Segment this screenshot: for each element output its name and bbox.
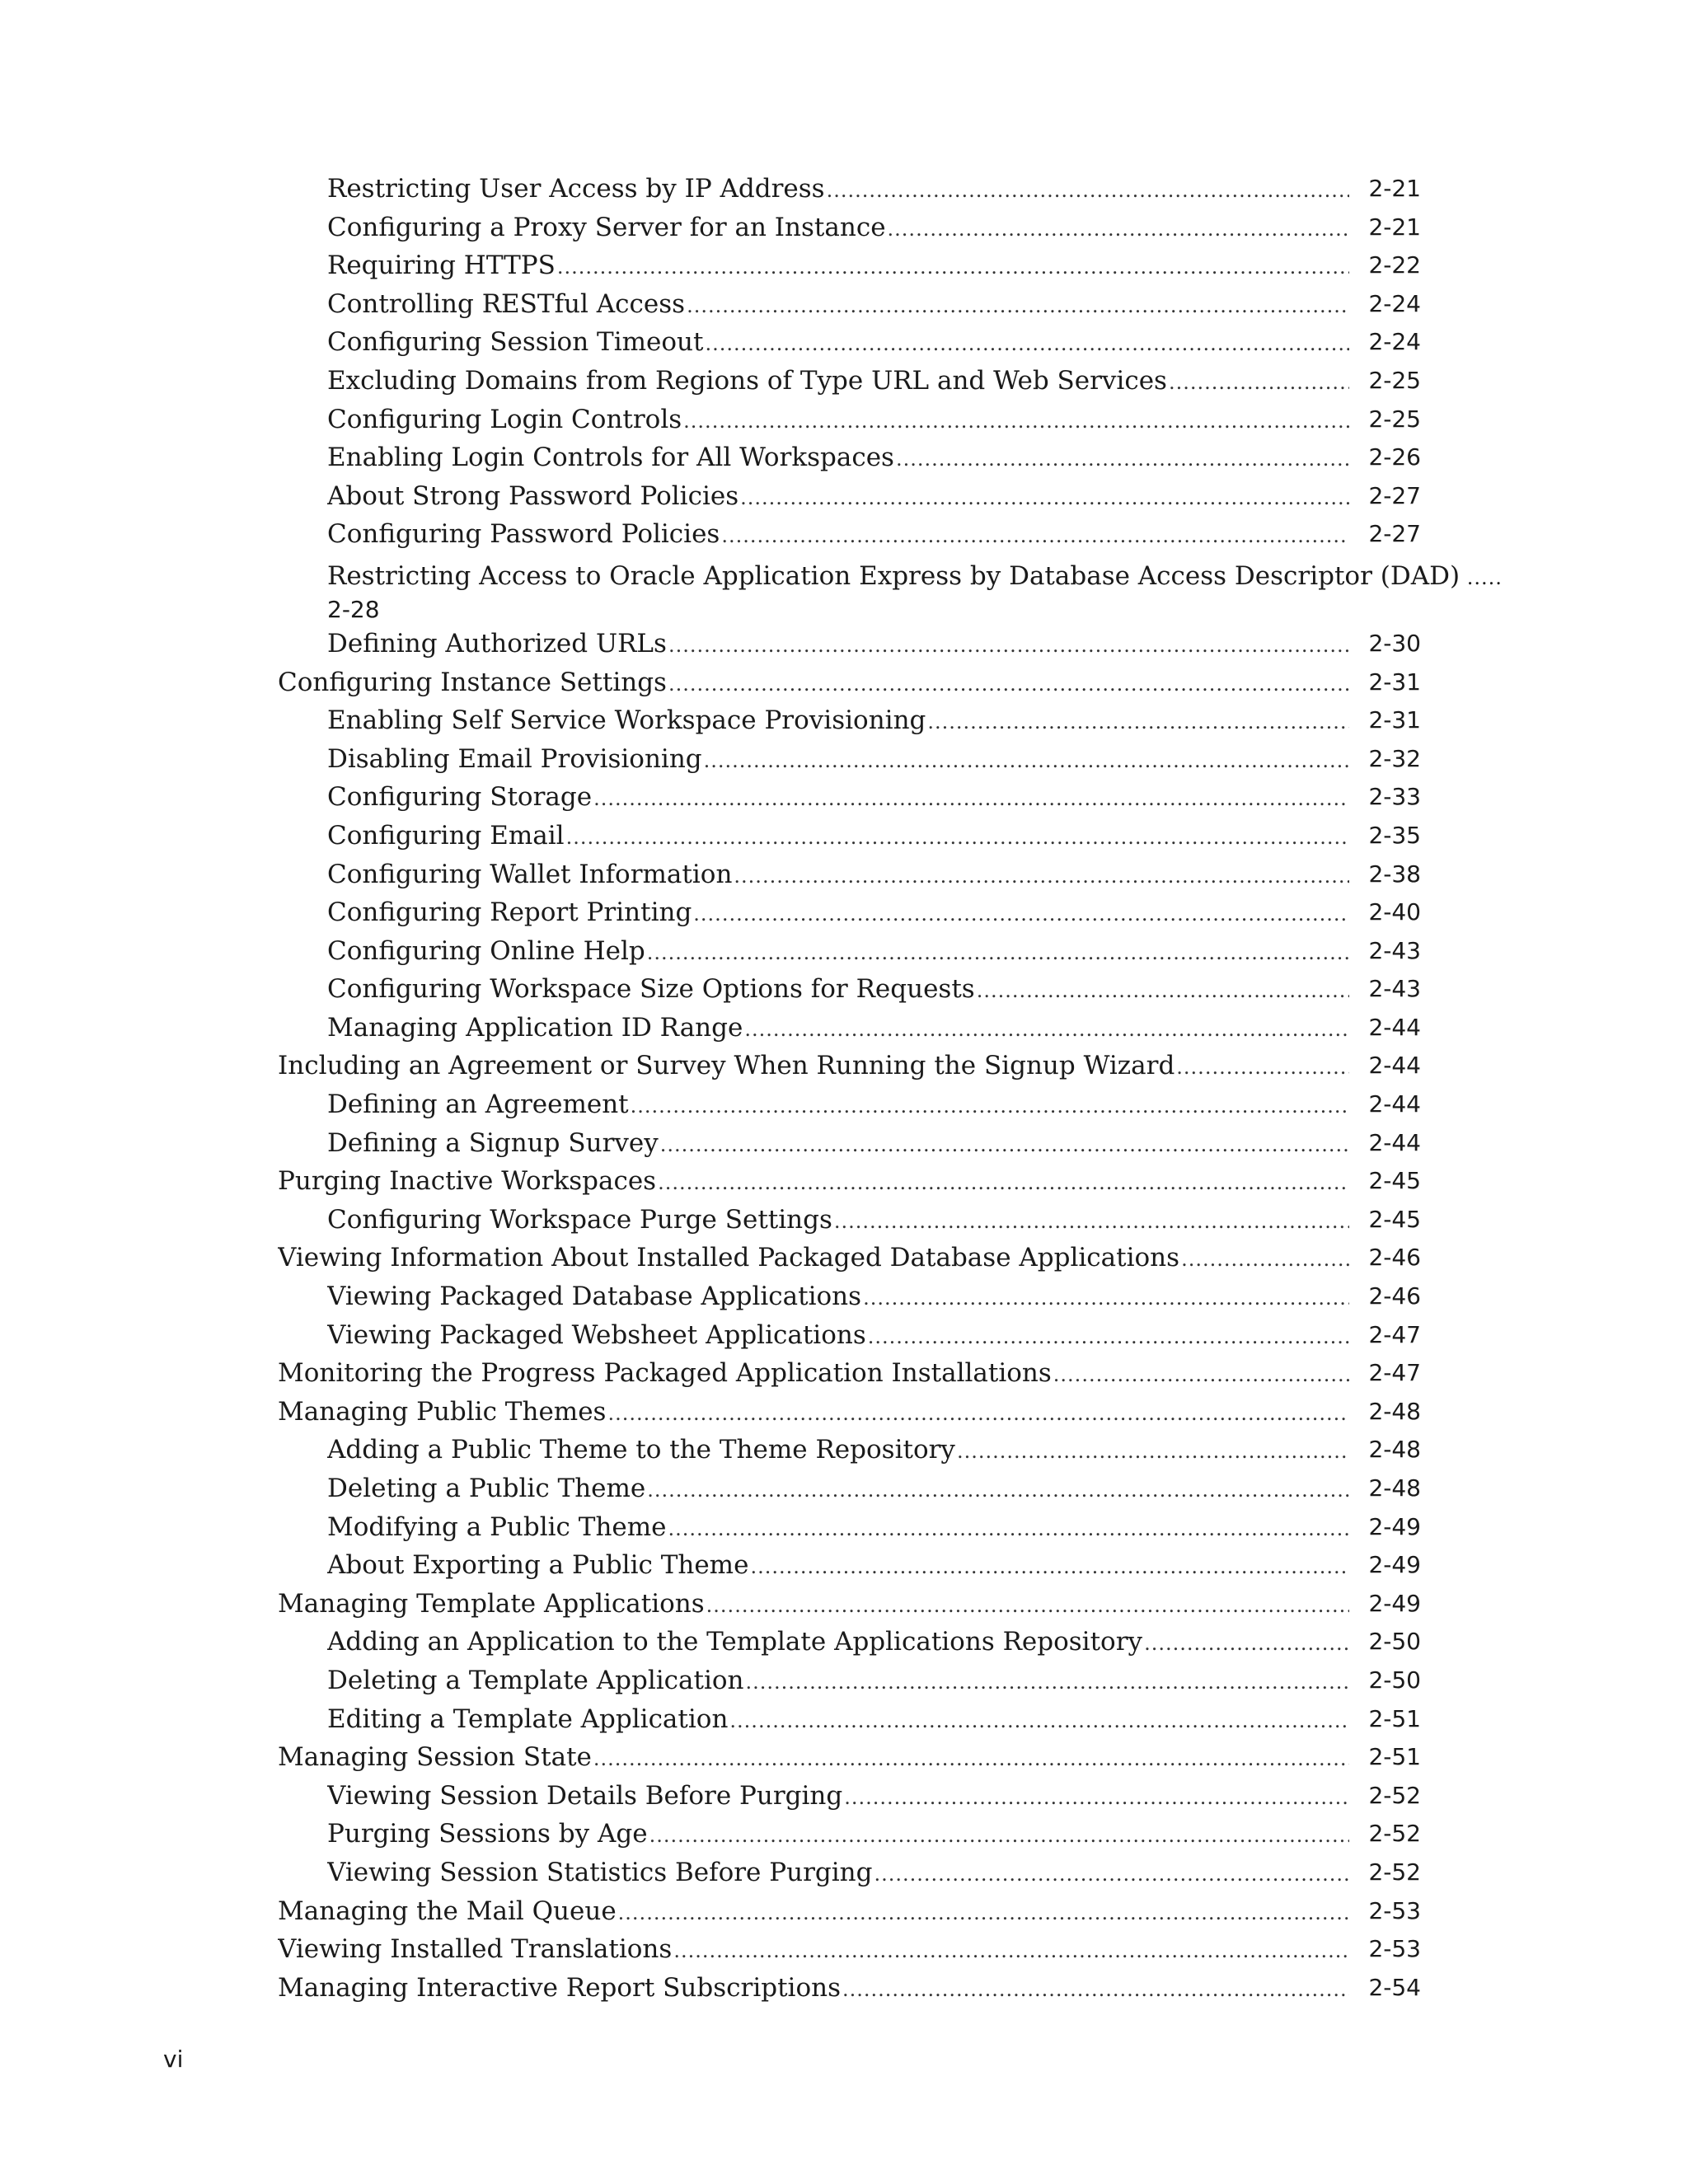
toc-entry-title: Managing Session State <box>278 1742 592 1773</box>
toc-entry-title: Configuring Password Policies <box>327 519 720 550</box>
toc-entry[interactable] <box>278 1316 1421 1355</box>
dot-leader <box>693 895 1349 933</box>
toc-entry-title: Configuring Online Help <box>327 935 645 966</box>
toc-entry-page: 2-47 <box>1368 1320 1421 1348</box>
dot-leader <box>844 1779 1349 1816</box>
toc-entry-page: 2-44 <box>1368 1052 1421 1080</box>
toc-entry[interactable] <box>278 970 1421 1009</box>
toc-entry[interactable] <box>278 1431 1421 1469</box>
toc-entry-page: 2-25 <box>1368 405 1421 433</box>
dot-leader <box>740 479 1349 517</box>
dot-leader <box>977 972 1349 1010</box>
toc-entry[interactable] <box>278 1239 1421 1277</box>
toc-entry[interactable] <box>278 1277 1421 1316</box>
dot-leader <box>729 1702 1349 1740</box>
toc-entry-page: 2-43 <box>1368 975 1421 1003</box>
dot-leader <box>842 1971 1349 2008</box>
toc-entry-page: 2-24 <box>1368 289 1421 317</box>
toc-entry-title: Configuring Email <box>327 820 565 851</box>
dot-leader <box>706 1586 1349 1624</box>
dot-leader <box>957 1432 1349 1470</box>
toc-entry-title: Including an Agreement or Survey When Running the Signup Wizard <box>278 1051 1175 1081</box>
dot-leader <box>734 857 1349 895</box>
table-of-contents <box>278 170 1503 2007</box>
toc-entry-title: Viewing Session Statistics Before Purging <box>327 1857 873 1887</box>
toc-entry-page: 2-52 <box>1368 1781 1421 1809</box>
toc-entry-page: 2-21 <box>1368 213 1421 241</box>
toc-entry-title: Managing the Mail Queue <box>278 1896 617 1926</box>
toc-entry-title: Enabling Self Service Workspace Provisioning <box>327 705 926 736</box>
toc-entry-title: Adding an Application to the Template Applications Repository <box>327 1627 1143 1657</box>
toc-entry-title: Configuring a Proxy Server for an Instance <box>327 212 886 242</box>
toc-entry[interactable] <box>278 1700 1421 1739</box>
toc-entry-page: 2-22 <box>1368 251 1421 279</box>
dot-leader <box>557 248 1349 286</box>
dot-leader <box>863 1279 1349 1317</box>
toc-entry-page: 2-31 <box>1368 706 1421 734</box>
toc-entry-page: 2-51 <box>1368 1743 1421 1771</box>
page-number: vi <box>163 2046 184 2073</box>
dot-leader <box>593 780 1349 818</box>
toc-entry[interactable] <box>278 1124 1421 1163</box>
toc-entry[interactable] <box>278 1661 1421 1700</box>
dot-leader <box>888 210 1349 248</box>
toc-entry-page: 2-31 <box>1368 668 1421 696</box>
toc-entry-page: 2-28 <box>327 595 380 623</box>
dot-leader <box>1176 1048 1349 1086</box>
toc-entry-page: 2-49 <box>1368 1589 1421 1617</box>
dot-leader <box>607 1394 1349 1432</box>
dot-leader <box>750 1548 1349 1586</box>
toc-entry-page: 2-45 <box>1368 1205 1421 1233</box>
toc-entry[interactable] <box>278 209 1421 247</box>
dot-leader <box>896 440 1349 478</box>
dot-leader <box>618 1894 1349 1932</box>
toc-entry[interactable] <box>278 1469 1421 1508</box>
dot-leader <box>868 1318 1349 1356</box>
toc-entry[interactable] <box>278 1047 1421 1085</box>
toc-entry[interactable] <box>278 170 1421 209</box>
dot-leader <box>673 1932 1349 1970</box>
toc-entry-page: 2-33 <box>1368 783 1421 811</box>
toc-entry-page: 2-30 <box>1368 629 1421 657</box>
dot-leader <box>631 1087 1349 1125</box>
toc-entry-page: 2-46 <box>1368 1244 1421 1272</box>
toc-entry[interactable] <box>278 855 1421 894</box>
dot-leader <box>668 665 1349 703</box>
toc-entry-title: Managing Interactive Report Subscriptions <box>278 1972 841 2003</box>
dot-leader: ..... <box>1460 565 1503 589</box>
toc-entry-title: Defining a Signup Survey <box>327 1127 659 1158</box>
toc-entry-title: Controlling RESTful Access <box>327 288 686 319</box>
dot-leader <box>687 287 1349 325</box>
toc-entry-page: 2-54 <box>1368 1973 1421 2001</box>
dot-leader <box>827 171 1349 209</box>
toc-entry-page: 2-44 <box>1368 1090 1421 1118</box>
dot-leader <box>927 703 1349 741</box>
toc-entry-page: 2-27 <box>1368 520 1421 548</box>
toc-entry[interactable] <box>278 1009 1421 1047</box>
toc-entry-page: 2-24 <box>1368 328 1421 356</box>
toc-entry-page: 2-52 <box>1368 1858 1421 1886</box>
toc-entry-page: 2-52 <box>1368 1820 1421 1848</box>
toc-entry-page: 2-47 <box>1368 1359 1421 1387</box>
dot-leader <box>746 1663 1350 1701</box>
toc-entry-title: Configuring Storage <box>327 782 593 813</box>
dot-leader <box>874 1855 1349 1893</box>
toc-entry[interactable] <box>278 1854 1421 1892</box>
toc-entry[interactable] <box>278 1738 1421 1777</box>
dot-leader <box>660 1126 1349 1164</box>
dot-leader <box>683 402 1349 440</box>
toc-entry-page: 2-21 <box>1368 175 1421 202</box>
toc-entry-title: Purging Sessions by Age <box>327 1819 648 1849</box>
toc-entry-title: Enabling Login Controls for All Workspaces <box>327 443 894 473</box>
toc-entry-page: 2-45 <box>1368 1167 1421 1195</box>
toc-entry-title: About Exporting a Public Theme <box>327 1550 749 1581</box>
toc-entry-title: Excluding Domains from Regions of Type URL and Web Services <box>327 365 1167 396</box>
toc-entry-page: 2-48 <box>1368 1397 1421 1425</box>
toc-entry[interactable] <box>278 1892 1421 1931</box>
toc-entry[interactable] <box>278 1546 1421 1585</box>
toc-entry[interactable] <box>278 1393 1421 1432</box>
toc-entry-title: Configuring Wallet Information <box>327 859 733 889</box>
toc-entry[interactable] <box>278 740 1421 779</box>
toc-entry-title: Configuring Report Printing <box>327 898 692 928</box>
toc-entry-page: 2-27 <box>1368 481 1421 509</box>
toc-entry[interactable] <box>278 932 1421 971</box>
toc-entry-page: 2-50 <box>1368 1628 1421 1656</box>
dot-leader <box>668 1510 1349 1548</box>
toc-entry-title: Adding a Public Theme to the Theme Repository <box>327 1435 955 1465</box>
dot-leader <box>705 325 1349 363</box>
toc-entry-page: 2-48 <box>1368 1436 1421 1464</box>
toc-entry[interactable] <box>278 1777 1421 1816</box>
dot-leader <box>704 742 1349 780</box>
toc-entry[interactable] <box>278 1969 1421 2008</box>
dot-leader <box>649 1816 1349 1854</box>
toc-entry-title: Modifying a Public Theme <box>327 1511 667 1542</box>
toc-entry-page: 2-49 <box>1368 1551 1421 1579</box>
toc-entry[interactable] <box>278 515 1421 554</box>
toc-entry-title: Viewing Session Details Before Purging <box>327 1780 843 1811</box>
dot-leader <box>668 626 1349 664</box>
dot-leader <box>593 1740 1349 1778</box>
dot-leader <box>647 934 1349 972</box>
toc-entry-title: Managing Public Themes <box>278 1396 607 1427</box>
toc-entry-title: Configuring Login Controls <box>327 404 682 434</box>
toc-entry-title: Deleting a Public Theme <box>327 1474 646 1503</box>
toc-entry-title: Defining an Agreement <box>327 1090 629 1120</box>
toc-entry-page: 2-40 <box>1368 898 1421 926</box>
toc-entry-page: 2-46 <box>1368 1282 1421 1310</box>
toc-entry-page: 2-25 <box>1368 366 1421 394</box>
toc-entry-title: About Strong Password Policies <box>327 480 739 511</box>
toc-entry-page: 2-26 <box>1368 443 1421 471</box>
dot-leader <box>566 818 1349 856</box>
toc-entry[interactable] <box>278 477 1421 516</box>
toc-entry[interactable] <box>278 1201 1421 1240</box>
toc-entry-title: Viewing Packaged Database Applications <box>327 1282 862 1312</box>
toc-entry-title: Deleting a Template Application <box>327 1665 744 1695</box>
toc-entry[interactable] <box>278 1508 1421 1547</box>
toc-entry-title: Purging Inactive Workspaces <box>278 1166 657 1197</box>
dot-leader <box>721 517 1349 555</box>
toc-entry-title: Managing Template Applications <box>278 1588 705 1619</box>
toc-entry[interactable] <box>278 285 1421 324</box>
toc-entry-page: 2-44 <box>1368 1128 1421 1156</box>
toc-entry-page: 2-49 <box>1368 1512 1421 1540</box>
toc-entry-title: Viewing Packaged Websheet Applications <box>327 1319 866 1350</box>
toc-entry[interactable] <box>278 1354 1421 1393</box>
toc-entry[interactable] <box>278 778 1421 817</box>
dot-leader <box>744 1010 1349 1048</box>
toc-entry[interactable] <box>278 1930 1421 1969</box>
dot-leader <box>1169 363 1349 401</box>
toc-entry-title: Restricting User Access by IP Address <box>327 174 825 204</box>
toc-entry-page: 2-38 <box>1368 860 1421 888</box>
toc-entry-page: 2-43 <box>1368 936 1421 964</box>
toc-entry-title: Restricting Access to Oracle Application Express by Database Access Descriptor (DAD) <box>327 560 1461 591</box>
toc-entry[interactable] <box>278 323 1421 362</box>
toc-entry[interactable] <box>278 560 1503 625</box>
toc-entry-title: Managing Application ID Range <box>327 1012 743 1043</box>
toc-entry-title: Configuring Workspace Purge Settings <box>327 1204 832 1235</box>
toc-entry[interactable] <box>278 401 1421 439</box>
toc-entry-title: Viewing Information About Installed Packaged Database Applications <box>278 1243 1180 1273</box>
toc-entry[interactable] <box>278 1162 1421 1201</box>
toc-entry-page: 2-53 <box>1368 1896 1421 1924</box>
toc-entry-page: 2-35 <box>1368 821 1421 849</box>
dot-leader <box>1144 1624 1349 1662</box>
toc-entry-title: Configuring Session Timeout <box>327 327 704 358</box>
toc-entry-page: 2-51 <box>1368 1704 1421 1732</box>
dot-leader <box>834 1202 1349 1240</box>
toc-entry-title: Viewing Installed Translations <box>278 1934 673 1965</box>
toc-entry-title: Defining Authorized URLs <box>327 628 667 658</box>
dot-leader <box>647 1471 1349 1509</box>
toc-entry[interactable] <box>278 625 1421 663</box>
toc-entry-title: Configuring Instance Settings <box>278 667 667 697</box>
toc-entry-title: Configuring Workspace Size Options for Requests <box>327 974 975 1005</box>
toc-entry[interactable] <box>278 817 1421 855</box>
toc-entry[interactable] <box>278 701 1421 740</box>
toc-entry-title: Requiring HTTPS <box>327 251 556 281</box>
dot-leader <box>658 1164 1349 1202</box>
toc-entry-page: 2-32 <box>1368 744 1421 772</box>
toc-entry[interactable] <box>278 1623 1421 1661</box>
toc-entry[interactable] <box>278 1585 1421 1624</box>
dot-leader <box>1053 1356 1349 1394</box>
toc-entry-page: 2-48 <box>1368 1474 1421 1502</box>
toc-entry-page: 2-50 <box>1368 1666 1421 1694</box>
toc-entry[interactable] <box>278 362 1421 401</box>
toc-entry[interactable] <box>278 246 1421 285</box>
toc-entry[interactable] <box>278 1085 1421 1124</box>
toc-entry[interactable] <box>278 663 1421 702</box>
toc-entry[interactable] <box>278 438 1421 477</box>
toc-entry-title: Editing a Template Application <box>327 1704 729 1734</box>
toc-entry[interactable] <box>278 1815 1421 1854</box>
toc-entry-title: Disabling Email Provisioning <box>327 743 702 774</box>
dot-leader <box>1181 1240 1349 1278</box>
toc-entry[interactable] <box>278 893 1421 932</box>
toc-entry-title: Monitoring the Progress Packaged Application Installations <box>278 1358 1052 1389</box>
toc-entry-page: 2-53 <box>1368 1935 1421 1963</box>
toc-entry-page: 2-44 <box>1368 1013 1421 1041</box>
